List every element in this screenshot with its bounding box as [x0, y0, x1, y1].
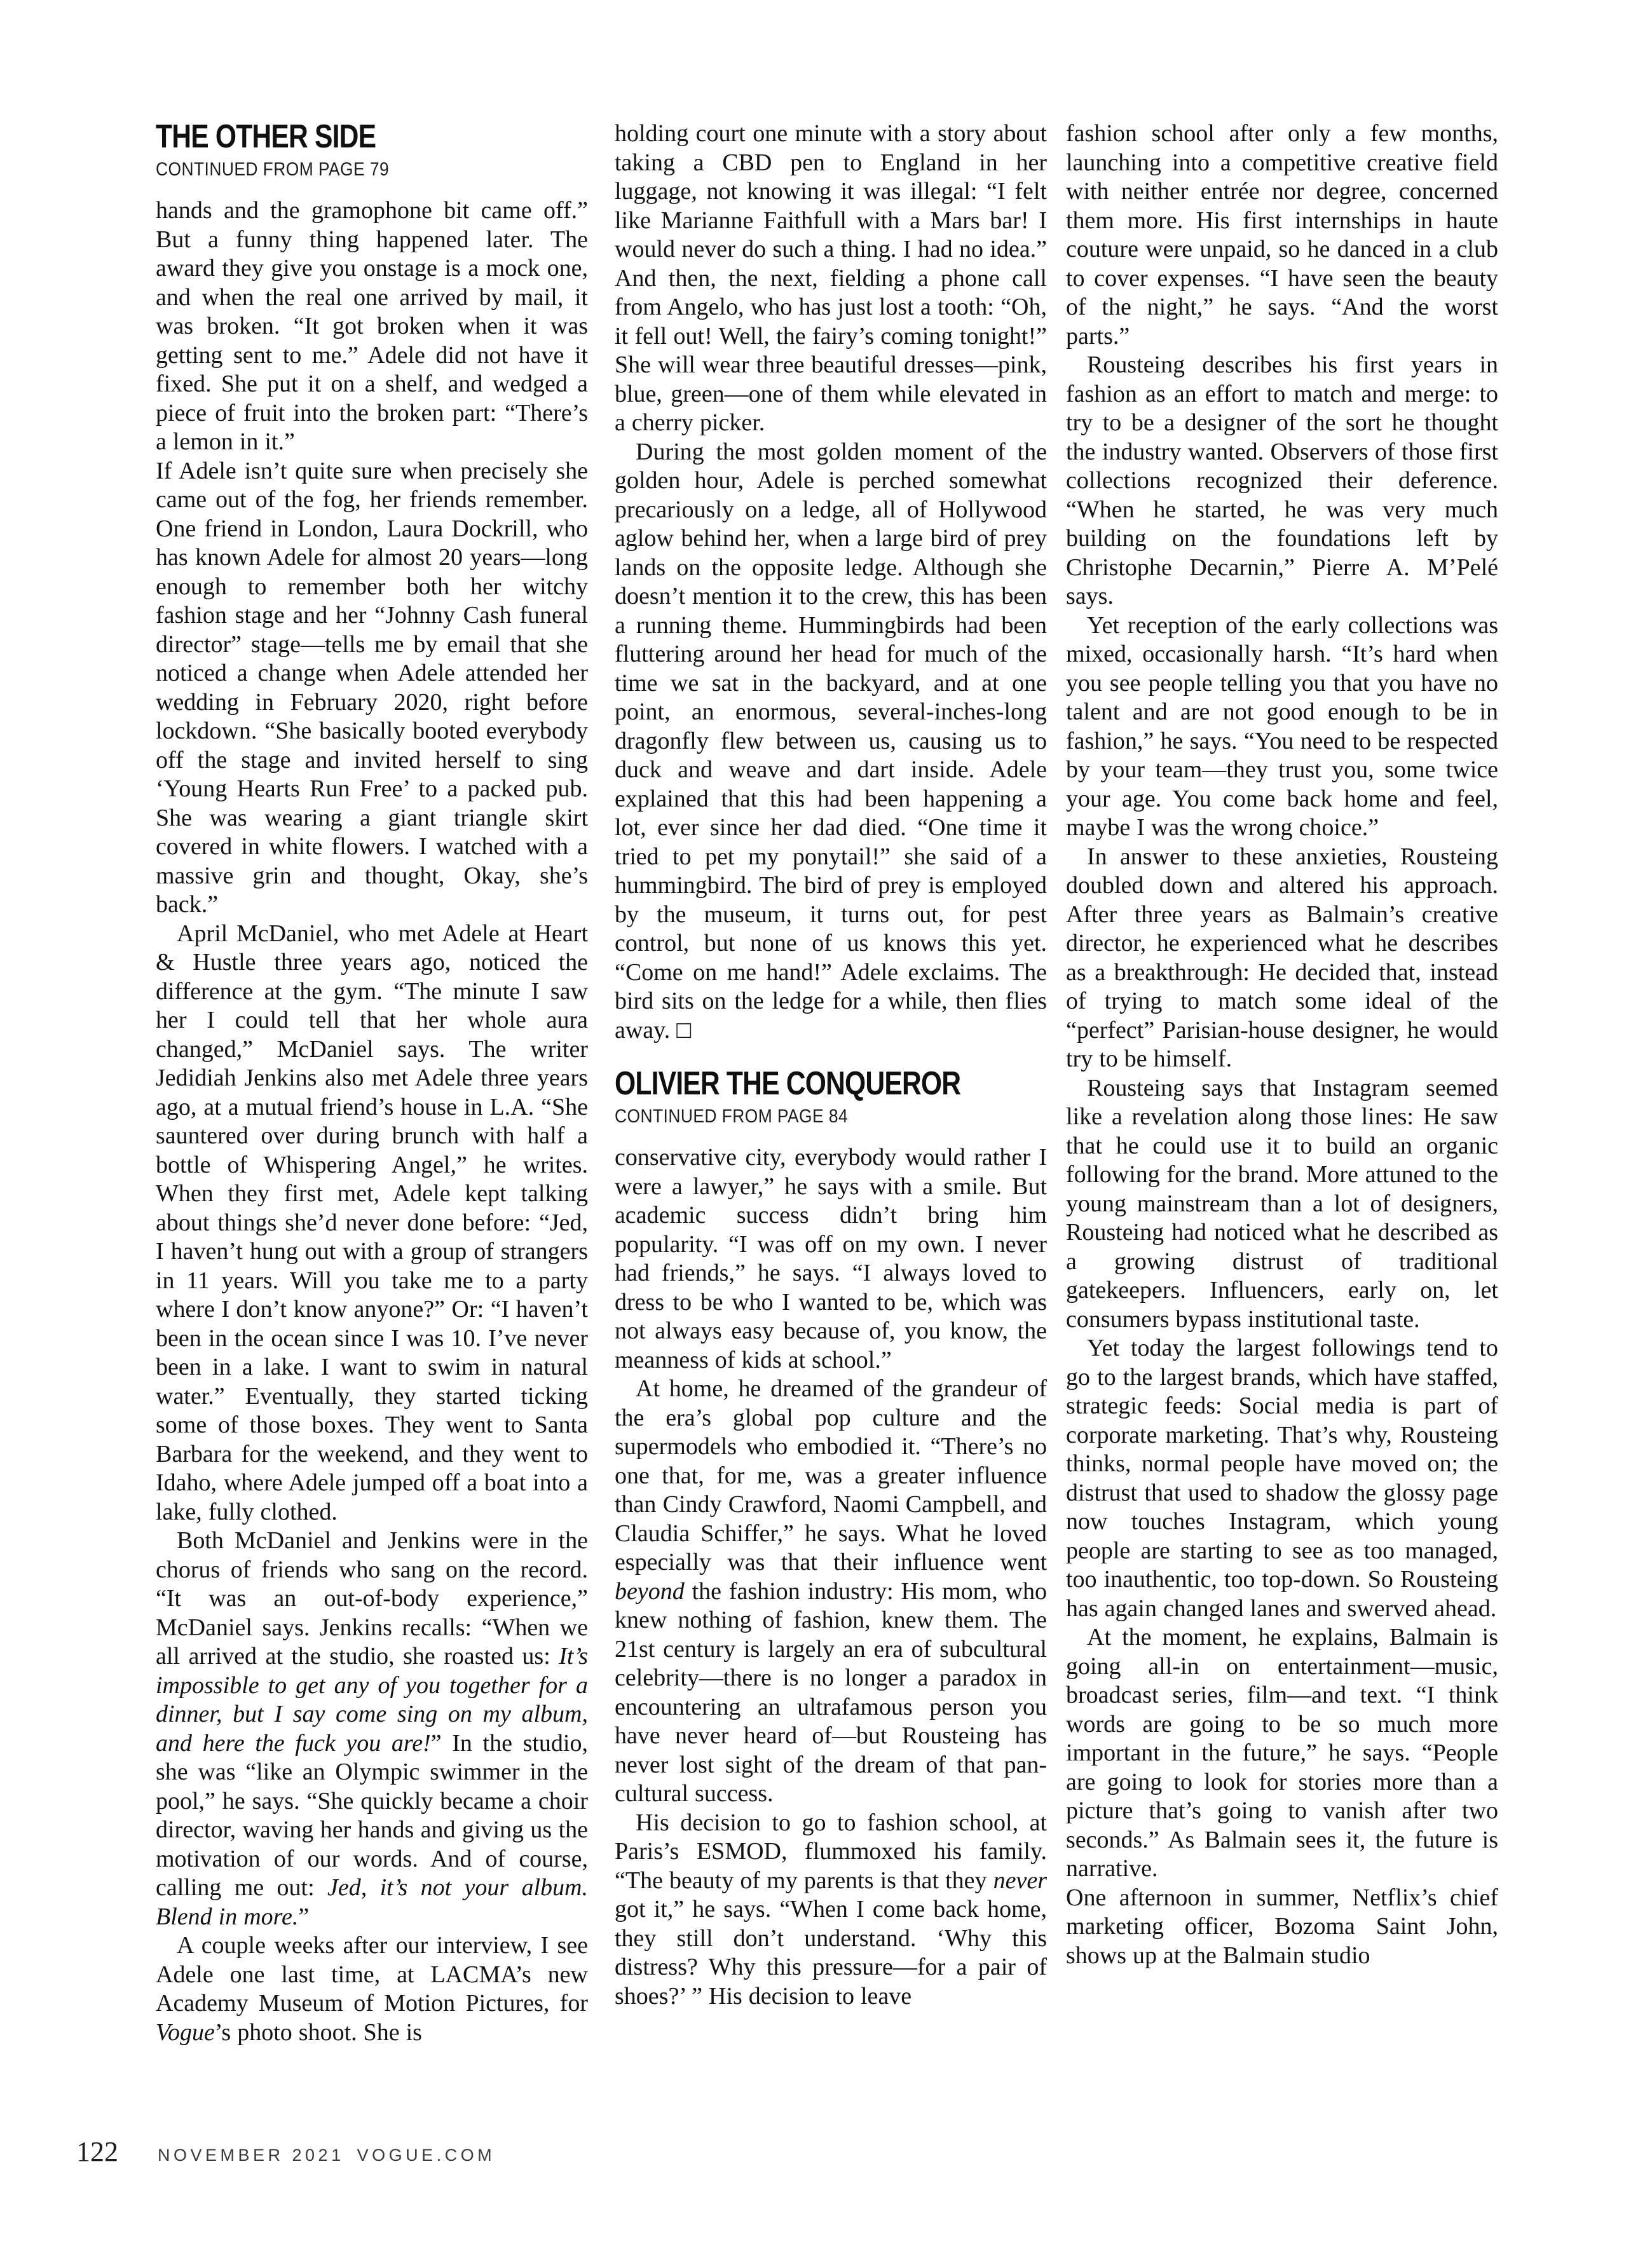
paragraph [615, 438, 1047, 1045]
paragraph [615, 1375, 1047, 1809]
text-run: conservative city, everybody would rather I were a lawyer,” he says with a smile. But academic success didn’t bring him popularity. “I was off on my own. I never had friends,” he says. “I always loved to dress to be who I wanted to be, which was not always easy because of, you know, the meanness of kids at school.” [615, 1144, 1047, 1373]
continued-from-note [156, 159, 588, 180]
text-run: Yet today the largest followings tend to go to the largest brands, which have staffed, strategic feeds: Social media is part of corporate marketing. That’s why, Rousteing thinks, normal people have moved on; the distrust that used to shadow the glossy page now touches Instagram, which young people are starting to see as too managed, too inauthentic, too top-down. So Rousteing has again changed lanes and swerved ahead. [1066, 1335, 1498, 1622]
column-2 [615, 119, 1047, 2011]
text-run: Rousteing describes his first years in fashion as an effort to match and merge: to try to be a designer of the sort he thought the industry wanted. Observers of those first collections recognized their deference. “When he started, he was very much building on the foundations left by Christophe Decarnin,” Pierre A. M’Pelé says. [1066, 351, 1498, 609]
paragraph [1066, 119, 1498, 351]
italic-run: Vogue [156, 2018, 215, 2046]
paragraph [156, 1931, 588, 2047]
italic-run: beyond [615, 1577, 685, 1605]
text-run: ” [298, 1903, 310, 1930]
issue-date: NOVEMBER 2021 [158, 2146, 345, 2165]
text-run: April McDaniel, who met Adele at Heart & Hustle three years ago, noticed the difference at the gym. “The minute I saw her I could tell that her whole aura changed,” McDaniel says. The writer Jedidiah Jenkins also met Adele three years ago, at a mutual friend’s house in L.A. “She sauntered over during brunch with half a bottle of Whispering Angel,” he writes. When they first met, Adele kept talking about things she’d never done before: “Jed, I haven’t hung out with a group of strangers in 11 years. Will you take me to a party where I don’t know anyone?” Or: “I haven’t been in the ocean since I was 10. I’ve never been in a lake. I want to swim in natural water.” Eventually, they started ticking some of those boxes. They went to Santa Barbara for the weekend, and they went to Idaho, where Adele jumped off a boat into a lake, fully clothed. [156, 920, 588, 1525]
text-run: At the moment, he explains, Balmain is going all-in on entertainment—music, broadcast series, film—and text. “I think words are going to be so much more important in the future,” he says. “People are going to look for stories more than a picture that’s going to vanish after two seconds.” As Balmain sees it, the future is narrative. [1066, 1624, 1498, 1882]
text-run: During the most golden moment of the golden hour, Adele is perched somewhat precariously on a ledge, all of Hollywood aglow behind her, when a large bird of prey lands on the opposite ledge. Although she doesn’t mention it to the crew, this has been a running theme. Hummingbirds had been fluttering around her head for much of the time we sat in the backyard, and at one point, an enormous, several-inches-long dragonfly flew between us, causing us to duck and weave and dart inside. Adele explained that this had been happening a lot, ever since her dad died. “One time it tried to pet my ponytail!” she said of a hummingbird. The bird of prey is employed by the museum, it turns out, for pest control, but none of us knows this yet. “Come on me hand!” Adele exclaims. The bird sits on the ledge for a while, then flies away. □ [615, 438, 1047, 1044]
text-run: got it,” he says. “When I come back home, they still don’t understand. ‘Why this distress? Why this pressure—for a pair of shoes?’ ” His decision to leave [615, 1896, 1047, 2010]
column-3 [1066, 119, 1498, 1970]
paragraph [1066, 351, 1498, 611]
text-run: If Adele isn’t quite sure when precisely she came out of the fog, her friends remember. One friend in London, Laura Dockrill, who has known Adele for almost 20 years—long enough to remember both her witchy fashion stage and her “Johnny Cash funeral director” stage—tells me by email that she noticed a change when Adele attended her wedding in February 2020, right before lockdown. “She basically booted everybody off the stage and invited herself to sing ‘Young Hearts Run Free’ to a packed pub. She was wearing a giant triangle skirt covered in white flowers. I watched with a massive grin and thought, Okay, she’s back.” [156, 457, 588, 918]
page-footer [76, 2135, 495, 2168]
article-headline [615, 1066, 1047, 1101]
headline-text: OLIVIER THE CONQUEROR [615, 1065, 961, 1102]
text-run: hands and the gramophone bit came off.” But a funny thing happened later. The award they give you onstage is a mock one, and when the real one arrived by mail, it was broken. “It got broken when it was getting sent to me.” Adele did not have it fixed. She put it on a shelf, and wedged a piece of fruit into the broken part: “There’s a lemon in it.” [156, 197, 588, 456]
text-run: Both McDaniel and Jenkins were in the chorus of friends who sang on the record. “It was an out-of-body experience,” McDaniel says. Jenkins recalls: “When we all arrived at the studio, she roasted us: [156, 1527, 588, 1670]
paragraph [1066, 611, 1498, 843]
text-run: Rousteing says that Instagram seemed like a revelation along those lines: He saw that he could use it to build an organic following for the brand. More attuned to the young mainstream than a lot of designers, Rousteing had noticed what he described as a growing distrust of traditional gatekeepers. Influencers, early on, let consumers bypass institutional taste. [1066, 1074, 1498, 1333]
paragraph [156, 457, 588, 920]
paragraph [1066, 843, 1498, 1074]
paragraph [1066, 1334, 1498, 1623]
paragraph [156, 920, 588, 1527]
paragraph [1066, 1623, 1498, 1884]
italic-run: never [993, 1867, 1047, 1894]
text-run: One afternoon in summer, Netflix’s chief marketing officer, Bozoma Saint John, shows up at the Balmain studio [1066, 1884, 1498, 1969]
paragraph [156, 1527, 588, 1931]
text-run: At home, he dreamed of the grandeur of the era’s global pop culture and the supermodels who embodied it. “There’s no one that, for me, was a greater influence than Cindy Crawford, Naomi Campbell, and Claudia Schiffer,” he says. What he loved especially was that their influence went [615, 1375, 1047, 1576]
paragraph [156, 196, 588, 457]
paragraph [1066, 1884, 1498, 1971]
text-run: fashion school after only a few months, launching into a competitive creative field with neither entrée nor degree, concerned them more. His first internships in haute couture were unpaid, so he danced in a club to cover expenses. “I have seen the beauty of the night,” he says. “And the worst parts.” [1066, 120, 1498, 350]
text-run: A couple weeks after our interview, I see Adele one last time, at LACMA’s new Academy Museum of Motion Pictures, for [156, 1932, 588, 2017]
paragraph [615, 1143, 1047, 1375]
column-1 [156, 119, 588, 2047]
paragraph [615, 119, 1047, 438]
text-run: His decision to go to fashion school, at Paris’s ESMOD, flummoxed his family. “The beauty of my parents is that they [615, 1809, 1047, 1894]
headline-text: THE OTHER SIDE [156, 118, 376, 155]
italic-run: It’s impossible to get any of you together for a dinner, but I say come sing on my album, and here the fuck you are! [156, 1643, 588, 1757]
paragraph [615, 1809, 1047, 2011]
page-number: 122 [76, 2136, 118, 2167]
text-run: In answer to these anxieties, Rousteing doubled down and altered his approach. After three years as Balmain’s creative director, he experienced what he describes as a breakthrough: He decided that, instead of trying to match some ideal of the “perfect” Parisian-house designer, he would try to be himself. [1066, 843, 1498, 1072]
text-run: holding court one minute with a story about taking a CBD pen to England in her luggage, not knowing it was illegal: “I felt like Marianne Faithfull with a Mars bar! I would never do such a thing. I had no idea.” And then, the next, fielding a phone call from Angelo, who has just lost a tooth: “Oh, it fell out! Well, the fairy’s coming tonight!” She will wear three beautiful dresses—pink, blue, green—one of them while elevated in a cherry picker. [615, 120, 1047, 436]
paragraph [1066, 1074, 1498, 1335]
text-run: the fashion industry: His mom, who knew nothing of fashion, knew them. The 21st century is largely an era of subcultural celebrity—there is no longer a paradox in encountering an ultrafamous person you have never heard of—but Rousteing has never lost sight of the dream of that pan-cultural success. [615, 1577, 1047, 1807]
article-headline [156, 119, 588, 154]
continued-from-note [615, 1106, 1047, 1127]
italic-run: Jed, it’s not your album. Blend in more. [156, 1874, 588, 1930]
continued-from-text: CONTINUED FROM PAGE 79 [156, 159, 390, 180]
site-url: VOGUE.COM [357, 2146, 496, 2165]
text-run: Yet reception of the early collections was mixed, occasionally harsh. “It’s hard when you see people telling you that you have no talent and are not good enough to be in fashion,” he says. “You need to be respected by your team—they trust you, some twice your age. You come back home and feel, maybe I was the wrong choice.” [1066, 611, 1498, 841]
text-run: ” In the studio, she was “like an Olympic swimmer in the pool,” he says. “She quickly became a choir director, waving her hands and giving us the motivation of our words. And of course, calling me out: [156, 1729, 588, 1902]
continued-from-text: CONTINUED FROM PAGE 84 [615, 1106, 849, 1127]
text-run: ’s photo shoot. She is [214, 2018, 422, 2046]
